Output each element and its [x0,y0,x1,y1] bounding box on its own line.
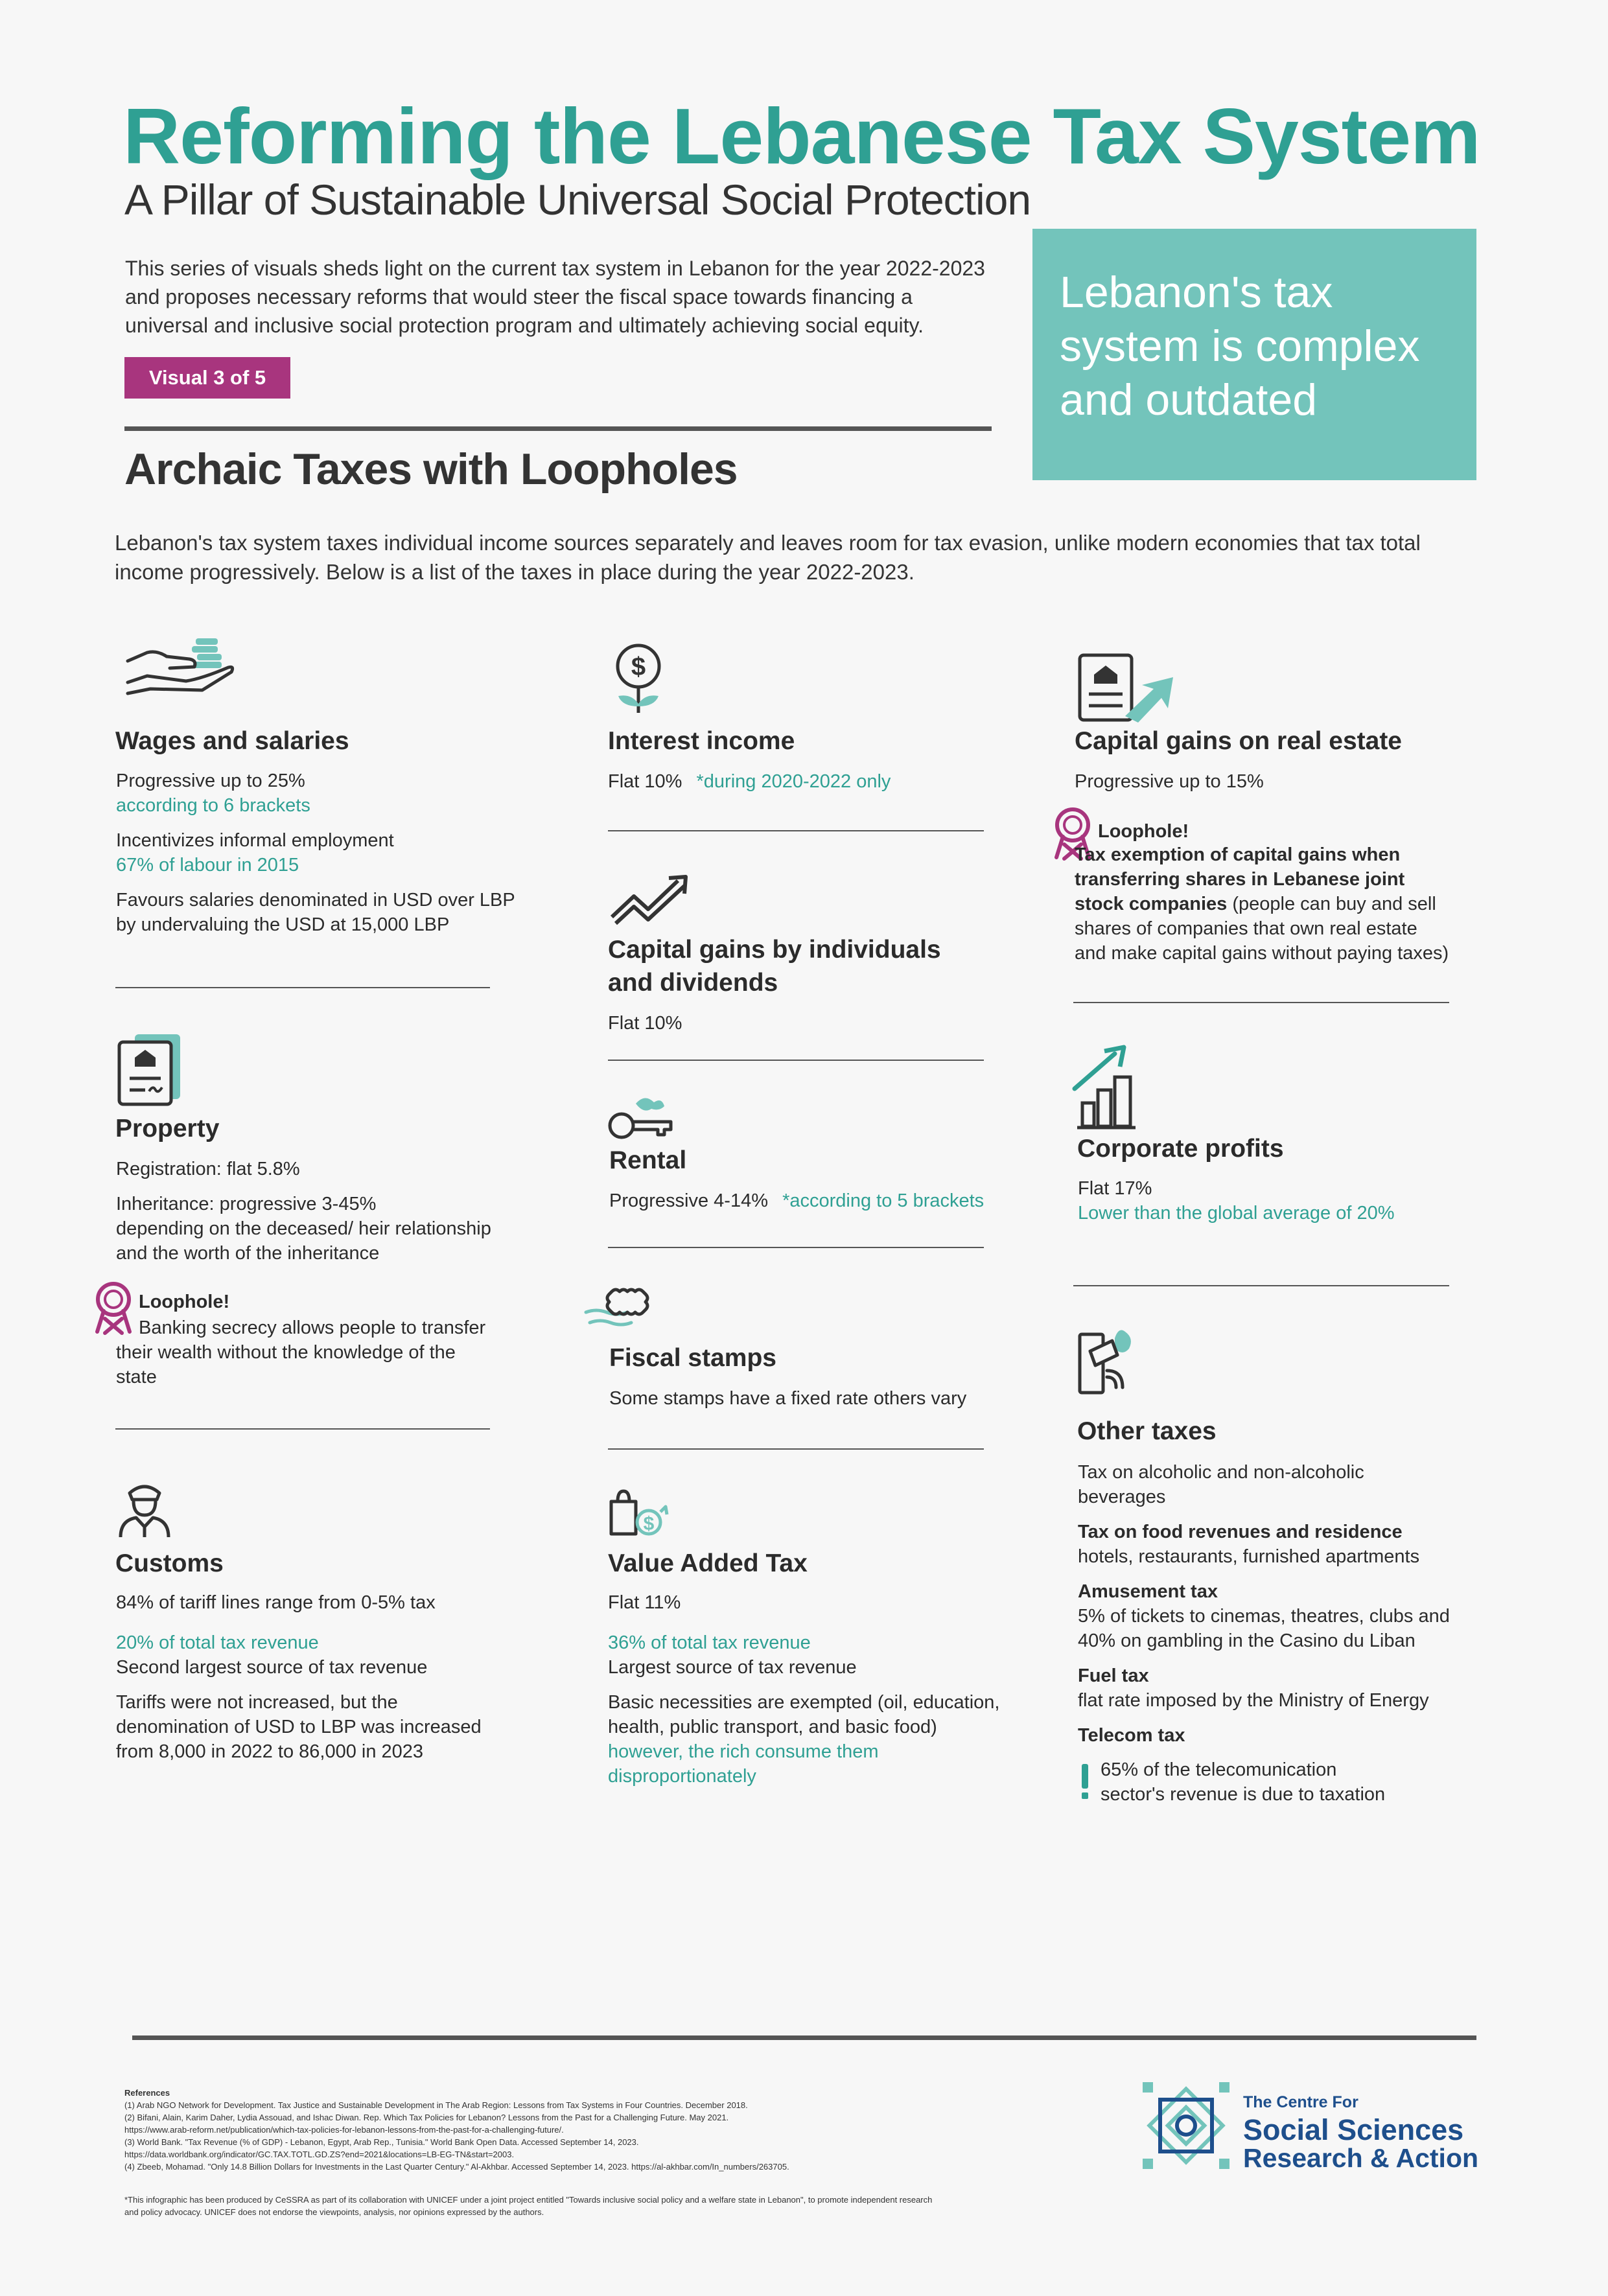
property-inheritance-2: depending on the deceased/ heir relationship [116,1218,491,1239]
references [124,2087,935,2173]
real-estate-title: Capital gains on real estate [1075,727,1403,755]
intro-text: This series of visuals sheds light on the current tax system in Lebanon for the year 2022-2023 and proposes necessary reforms that would steer the fiscal space towards financing a universal and inclusive social protection program and ultimately achieving social equity. [125,257,985,337]
stamps-title: Fiscal stamps [609,1344,776,1372]
customs-note-3: from 8,000 in 2022 to 86,000 in 2023 [116,1741,424,1762]
property-loophole-label: Loophole! [139,1292,230,1312]
property-details [116,1157,491,1266]
vat-title: Value Added Tax [608,1549,808,1577]
vat-rate: Flat 11% [608,1592,681,1613]
property-loophole-text: Banking secrecy allows people to transfer their wealth without the knowledge of the state [116,1317,486,1387]
divider [132,2035,1476,2040]
beverage-tax: Tax on alcoholic and non-alcoholic [1078,1462,1364,1483]
corporate-title: Corporate profits [1077,1135,1284,1163]
page-subtitle: A Pillar of Sustainable Universal Social Protection [124,176,1031,224]
real-estate-rate: Progressive up to 15% [1075,771,1264,792]
hand-coins-icon [124,632,238,697]
key-icon [606,1092,684,1144]
property-document-icon [115,1030,187,1108]
stamp-icon [583,1286,661,1332]
vat-rank: Largest source of tax revenue [608,1657,857,1678]
wages-title: Wages and salaries [115,727,349,755]
vat-details [608,1590,999,1789]
vat-exemption-2: health, public transport, and basic food) [608,1717,937,1737]
page-title: Reforming the Lebanese Tax System [123,92,1480,180]
customs-note-2: denomination of USD to LBP was increased [116,1717,482,1737]
svg-text:$: $ [643,1513,655,1535]
other-details [1078,1460,1450,1748]
exclamation-icon [1078,1763,1091,1802]
customs-note: Tariffs were not increased, but the [116,1692,398,1713]
reference-link: https://www.arab-reform.net/publication/which-tax-policies-for-lebanon-lessons-from-the-past-for-a-challenging-future/. [124,2125,564,2135]
visual-badge: Visual 3 of 5 [124,357,290,399]
trend-up-icon [608,872,692,927]
tagline-text: Lebanon's tax system is complex and outdated [1060,268,1420,424]
shopping-bag-dollar-icon [606,1487,677,1542]
telecom-tax-title: Telecom tax [1078,1725,1185,1746]
reference-item: (4) Zbeeb, Mohamad. "Only 14.8 Billion Dollars for Investments in the Last Quarter Century." Al-Akhbar. Accessed September 14, 2023. https://al-akhbar.com/In_numbers/263705. [124,2162,789,2172]
corporate-note: Lower than the global average of 20% [1078,1203,1395,1223]
rental-rate: Progressive 4-14% [609,1190,768,1211]
customs-tariff: 84% of tariff lines range from 0-5% tax [116,1592,436,1613]
cessra-logo-text: The Centre For Social Sciences Research & Action [1243,2093,1479,2173]
real-estate-loophole-text: Tax exemption of capital gains when transferring shares in Lebanese joint stock companies (people can buy and sell shares of companies that own real estate and make capital gains without paying taxes) [1075,844,1449,964]
wages-informal: Incentivizes informal employment [116,830,394,851]
rental-title: Rental [609,1146,687,1174]
divider [115,1428,490,1430]
telecom-tax-text: 65% of the telecomunication sector's revenue is due to taxation [1101,1759,1386,1805]
reference-item: (1) Arab NGO Network for Development. Tax Justice and Sustainable Development in The Arab Region: Lessons from Tax Systems in Four Countries. December 2018. [124,2100,748,2110]
real-estate-document-icon [1076,651,1180,726]
property-registration: Registration: flat 5.8% [116,1159,300,1179]
references-title: References [124,2088,170,2098]
wages-brackets: according to 6 brackets [116,795,310,816]
amusement-tax-title: Amusement tax [1078,1581,1218,1602]
wages-details [116,769,515,937]
capital-individuals-title: Capital gains by individuals and dividends [608,936,941,997]
stamps-text: Some stamps have a fixed rate others vary [609,1388,967,1409]
wages-labour-stat: 67% of labour in 2015 [116,855,299,875]
property-title: Property [115,1115,220,1142]
customs-officer-icon [115,1478,174,1539]
property-inheritance: Inheritance: progressive 3-45% [116,1194,377,1214]
interest-note: *during 2020-2022 only [696,771,891,792]
other-title: Other taxes [1077,1417,1217,1445]
fuel-tax-text: flat rate imposed by the Ministry of Energy [1078,1690,1429,1711]
wages-usd-note: Favours salaries denominated in USD over LBP [116,890,515,910]
vat-inequity: however, the rich consume them [608,1741,879,1762]
property-inheritance-3: and the worth of the inheritance [116,1243,380,1264]
beverage-tax-2: beverages [1078,1487,1166,1507]
capital-individuals-rate: Flat 10% [608,1013,682,1034]
vat-inequity-2: disproportionately [608,1766,756,1787]
amusement-tax-text-2: 40% on gambling in the Casino du Liban [1078,1630,1416,1651]
cessra-logo-icon [1137,2077,1235,2174]
divider [1073,1002,1449,1003]
reference-item: (2) Bifani, Alain, Karim Daher, Lydia Assouad, and Ishac Diwan. Rep. Which Tax Policies for Lebanon? Lessons from the Past for a Challenging Future. May 2021. [124,2113,729,2122]
corporate-growth-icon [1069,1043,1154,1131]
interest-rate: Flat 10% [608,771,682,792]
interest-details [608,769,891,794]
vat-share: 36% of total tax revenue [608,1632,811,1653]
divider [1073,1285,1449,1286]
real-estate-loophole-label: Loophole! [1098,821,1189,842]
divider [608,1448,984,1450]
svg-text:$: $ [631,653,646,681]
rental-details [609,1189,984,1213]
divider [115,987,490,988]
amusement-tax-text: 5% of tickets to cinemas, theatres, clubs and [1078,1606,1450,1627]
ticket-drink-icon [1076,1325,1141,1397]
divider [608,1247,984,1248]
customs-rank: Second largest source of tax revenue [116,1657,428,1678]
customs-title: Customs [115,1549,224,1577]
divider [124,426,992,431]
divider [608,830,984,831]
interest-title: Interest income [608,727,795,755]
reference-item: (3) World Bank. "Tax Revenue (% of GDP) - Lebanon, Egypt, Arab Rep., Tunisia." World Bank Open Data. Accessed September 14, 2023. [124,2137,639,2147]
wages-usd-note-2: by undervaluing the USD at 15,000 LBP [116,914,450,935]
divider [608,1060,984,1061]
section-title: Archaic Taxes with Loopholes [124,445,738,494]
money-plant-icon [603,642,674,716]
food-tax-title: Tax on food revenues and residence [1078,1522,1403,1542]
corporate-details [1078,1176,1395,1225]
disclaimer: *This infographic has been produced by CeSSRA as part of its collaboration with UNICEF under a joint project entitled "Towards inclusive social policy and a welfare state in Lebanon", to promote independent research and policy advocacy. UNICEF does not endorse the viewpoints, analysis, nor opinions expressed by the authors. [124,2195,933,2217]
rental-note: *according to 5 brackets [782,1190,985,1211]
food-tax-text: hotels, restaurants, furnished apartments [1078,1546,1420,1567]
wages-rate: Progressive up to 25% [116,771,305,791]
customs-share: 20% of total tax revenue [116,1632,319,1653]
fuel-tax-title: Fuel tax [1078,1665,1149,1686]
section-intro: Lebanon's tax system taxes individual income sources separately and leaves room for tax evasion, unlike modern economies that tax total income progressively. Below is a list of the taxes in place during the year 2022-2023. [115,531,1421,584]
customs-details [116,1590,482,1764]
vat-exemption: Basic necessities are exempted (oil, education, [608,1692,1000,1713]
corporate-rate: Flat 17% [1078,1178,1152,1199]
reference-link: https://data.worldbank.org/indicator/GC.TAX.TOTL.GD.ZS?end=2021&locations=LB-EG-TN&start=2003. [124,2150,515,2159]
